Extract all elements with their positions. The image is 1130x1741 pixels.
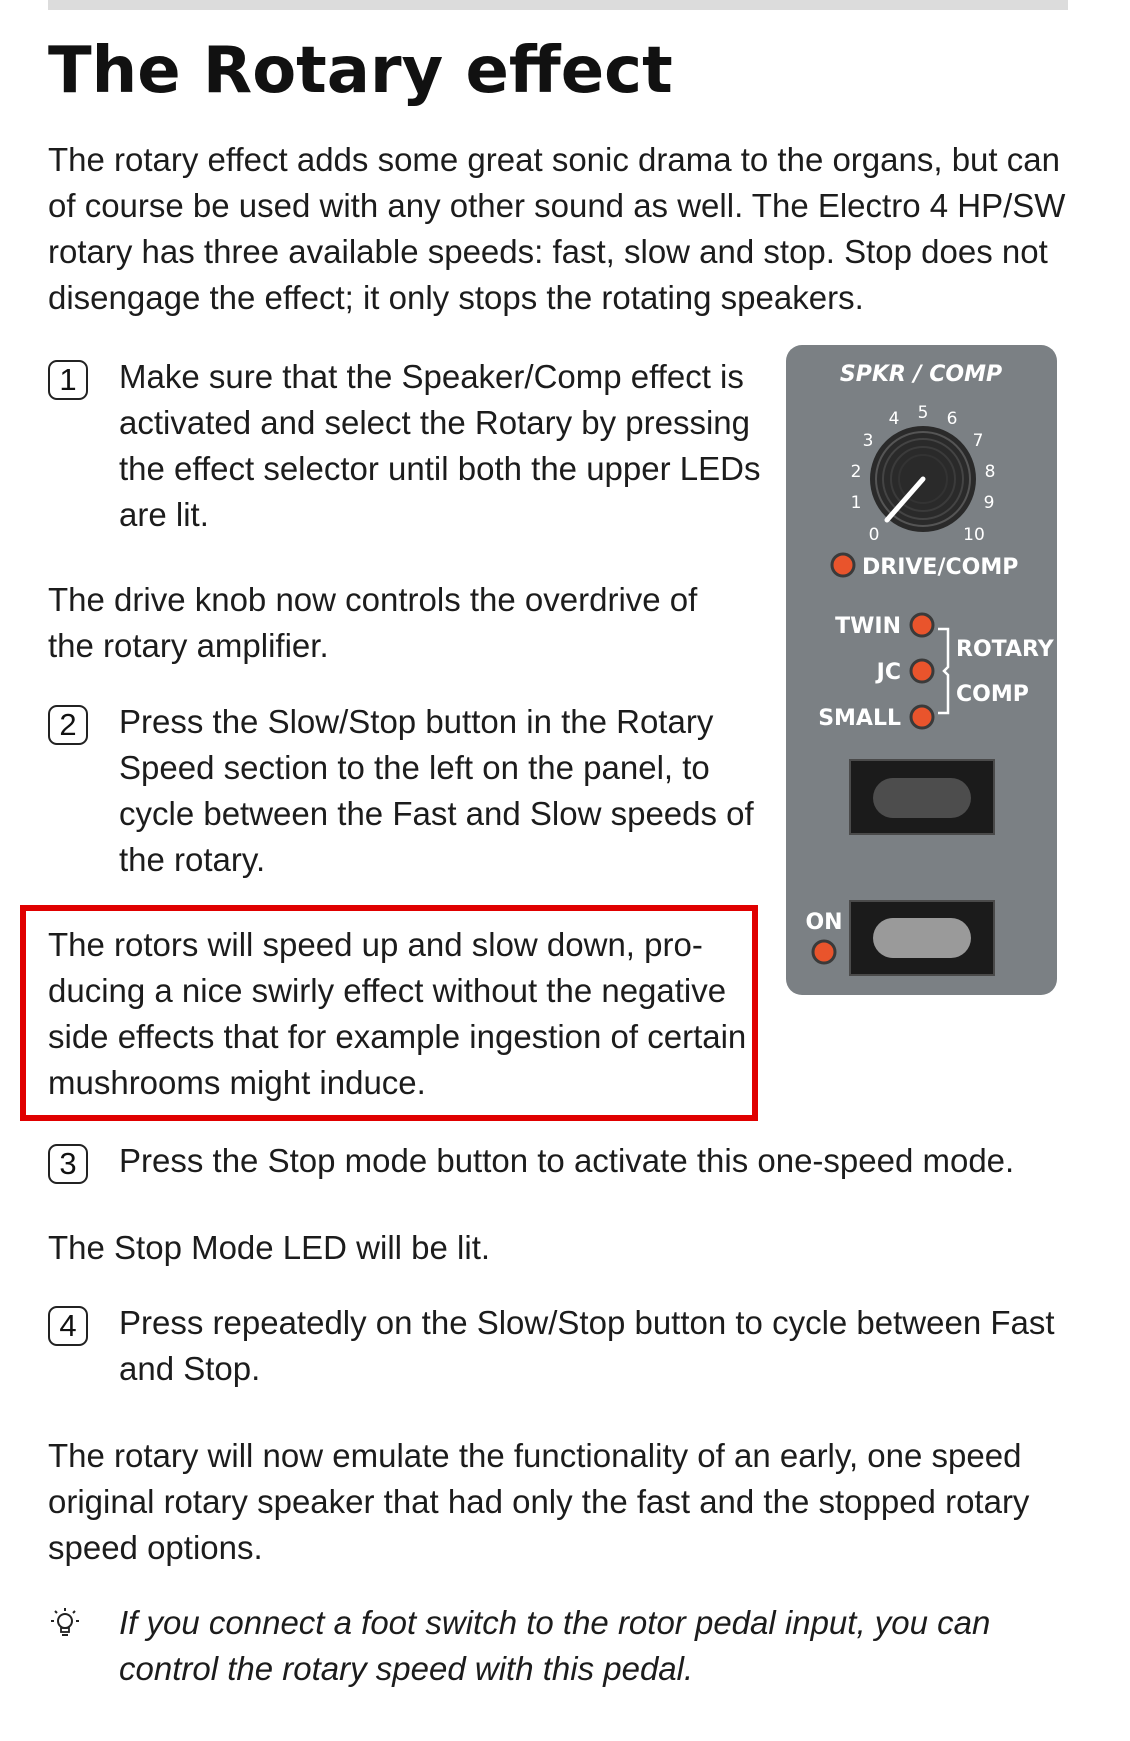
comp-group-label: COMP [956,682,1029,707]
on-label: ON [805,910,843,935]
spkr-comp-panel [786,345,1057,995]
svg-text:3: 3 [862,431,874,451]
svg-text:0: 0 [868,525,880,545]
page-title: The Rotary effect [48,34,673,108]
tip-text: If you connect a foot switch to the rotor pedal input, you can control the rotary speed with this pedal. [119,1604,991,1687]
lightbulb-icon [48,1607,82,1641]
on-button[interactable] [850,901,994,975]
step-text: Press repeatedly on the Slow/Stop button to cycle between Fast and Stop. [119,1304,1055,1387]
twin-led [911,614,933,636]
svg-text:10: 10 [963,525,985,545]
svg-text:5: 5 [917,403,929,423]
emulation-note: The rotary will now emulate the functionality of an early, one speed original rotary speaker that had only the fast and the stopped rotary speed options. [48,1437,1030,1566]
drive-comp-label: DRIVE/COMP [862,555,1019,580]
small-label: SMALL [818,706,901,731]
step-number: 4 [48,1306,88,1346]
top-rule [48,0,1068,10]
drive-knob[interactable] [870,426,976,532]
stop-mode-note: The Stop Mode LED will be lit. [48,1229,491,1266]
svg-text:9: 9 [983,493,995,513]
jc-label: JC [876,660,901,685]
highlighted-note: The rotors will speed up and slow down, pro-ducing a nice swirly effect without the negative side effects that for example ingestion of certain mushrooms might induce. [48,926,747,1101]
effect-selector-button[interactable] [850,760,994,834]
twin-label: TWIN [835,614,901,639]
panel-graphic [786,345,1057,995]
step-number: 1 [48,360,88,400]
step-text: Press the Stop mode button to activate this one-speed mode. [119,1142,1015,1179]
step-number: 2 [48,705,88,745]
small-led [911,706,933,728]
drive-comp-led [832,554,854,576]
svg-text:1: 1 [850,493,862,513]
drive-knob-note: The drive knob now controls the overdrive of the rotary amplifier. [48,581,698,664]
step-text: Make sure that the Speaker/Comp effect is activated and select the Rotary by pressing the effect selector until both the upper LEDs are lit. [119,358,761,533]
svg-text:7: 7 [972,431,984,451]
svg-text:6: 6 [946,409,958,429]
intro-paragraph: The rotary effect adds some great sonic drama to the organs, but can of course be used with any other sound as well. The Electro 4 HP/SW rotary has three available speeds: fast, slow and stop. Stop does not disengage the effect; it only stops the rotating speakers. [48,141,1066,316]
rotary-group-label: ROTARY [956,637,1054,662]
panel-title: SPKR / COMP [839,362,1003,387]
step-number: 3 [48,1144,88,1184]
svg-text:4: 4 [888,409,900,429]
svg-text:8: 8 [984,462,996,482]
step-text: Press the Slow/Stop button in the Rotary Speed section to the left on the panel, to cycle between the Fast and Slow speeds of the rotary. [119,703,754,878]
svg-text:2: 2 [850,462,862,482]
on-led [813,941,835,963]
jc-led [911,660,933,682]
